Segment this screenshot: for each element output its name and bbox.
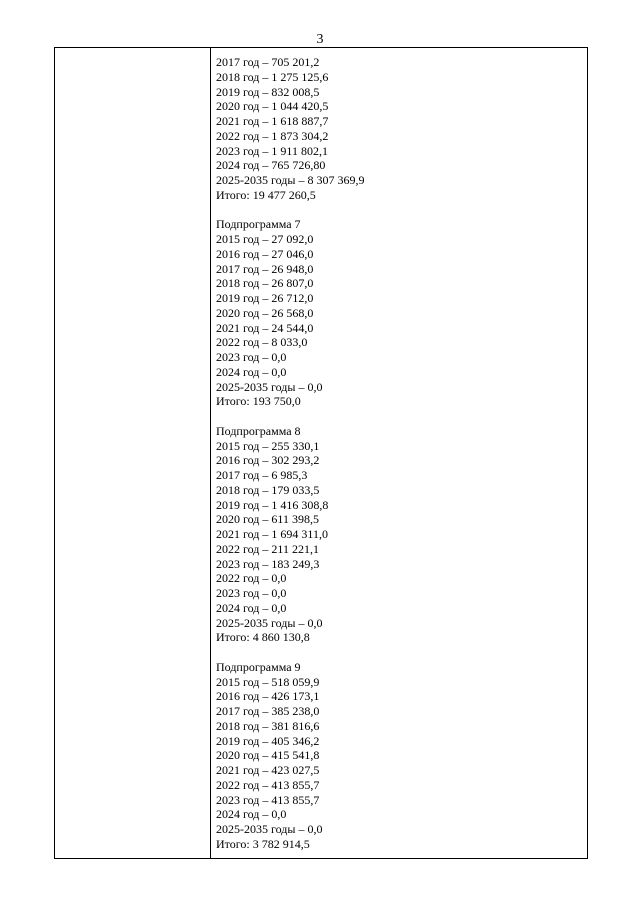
page-number: 3	[316, 32, 324, 47]
funding-line: 2025-2035 годы – 0,0	[216, 379, 323, 394]
section-gap	[216, 203, 587, 218]
funding-line: Итого: 3 782 914,5	[216, 836, 310, 851]
funding-line: 2022 год – 8 033,0	[216, 335, 308, 350]
subprogram-7-title: Подпрограмма 7	[216, 217, 301, 232]
funding-line: 2016 год – 302 293,2	[216, 453, 320, 468]
funding-line: 2017 год – 6 985,3	[216, 468, 308, 482]
subprogram-8-title: Подпрограмма 8	[216, 423, 301, 438]
funding-line: Итого: 193 750,0	[216, 394, 301, 409]
section-gap	[216, 645, 587, 660]
funding-line: 2019 год – 26 712,0	[216, 291, 314, 305]
funding-line: 2015 год – 518 059,9	[216, 674, 320, 689]
funding-line: 2018 год – 381 816,6	[216, 718, 320, 733]
funding-line: 2024 год – 0,0	[216, 364, 287, 379]
funding-line: 2024 год – 0,0	[216, 807, 287, 822]
funding-line: 2015 год – 255 330,1	[216, 438, 320, 453]
funding-line: 2023 год – 413 855,7	[216, 792, 320, 807]
funding-line: 2025-2035 годы – 0,0	[216, 615, 323, 630]
funding-line: 2017 год – 385 238,0	[216, 704, 320, 718]
funding-line: 2018 год – 1 275 125,6	[216, 69, 329, 84]
funding-line: 2017 год – 26 948,0	[216, 261, 314, 276]
funding-line: 2019 год – 1 416 308,8	[216, 497, 329, 512]
table-right-column	[211, 48, 587, 858]
table-left-column	[55, 48, 211, 858]
funding-line: 2025-2035 годы – 0,0	[216, 822, 323, 836]
funding-line: 2021 год – 423 027,5	[216, 763, 320, 777]
funding-line: 2021 год – 1 618 887,7	[216, 114, 329, 128]
funding-line: 2020 год – 26 568,0	[216, 305, 314, 320]
funding-line: 2021 год – 1 694 311,0	[216, 527, 328, 541]
funding-line: Итого: 19 477 260,5	[216, 187, 316, 202]
funding-line: 2020 год – 415 541,8	[216, 748, 320, 763]
intro-section	[216, 55, 587, 203]
funding-line: 2016 год – 27 046,0	[216, 246, 314, 261]
funding-line: 2019 год – 405 346,2	[216, 733, 320, 748]
funding-line: 2025-2035 годы – 8 307 369,9	[216, 173, 365, 187]
funding-line: 2020 год – 1 044 420,5	[216, 99, 329, 114]
funding-line: 2019 год – 832 008,5	[216, 84, 320, 99]
funding-line: 2016 год – 426 173,1	[216, 689, 320, 704]
funding-line: 2022 год – 413 855,7	[216, 777, 320, 792]
subprogram-8-lines	[216, 439, 587, 646]
funding-line: 2022 год – 0,0	[216, 571, 287, 586]
funding-line: 2022 год – 211 221,1	[216, 541, 319, 556]
subprogram-7-lines	[216, 232, 587, 409]
funding-line: 2023 год – 183 249,3	[216, 556, 320, 571]
funding-line: 2021 год – 24 544,0	[216, 320, 314, 335]
funding-line: 2022 год – 1 873 304,2	[216, 128, 329, 143]
funding-line: 2015 год – 27 092,0	[216, 232, 314, 246]
funding-line: 2018 год – 26 807,0	[216, 276, 314, 291]
funding-line: 2024 год – 765 726,80	[216, 158, 326, 173]
funding-line: 2018 год – 179 033,5	[216, 482, 320, 497]
funding-line: 2023 год – 0,0	[216, 586, 287, 600]
section-gap	[216, 409, 587, 424]
funding-line: 2024 год – 0,0	[216, 600, 287, 615]
funding-line: 2023 год – 1 911 802,1	[216, 143, 328, 158]
subprogram-9-title: Подпрограмма 9	[216, 659, 301, 674]
funding-line: Итого: 4 860 130,8	[216, 630, 310, 645]
subprogram-9-lines	[216, 675, 587, 852]
funding-line: 2023 год – 0,0	[216, 350, 287, 364]
funding-table	[54, 47, 588, 859]
funding-line: 2020 год – 611 398,5	[216, 512, 319, 527]
funding-line: 2017 год – 705 201,2	[216, 55, 320, 69]
